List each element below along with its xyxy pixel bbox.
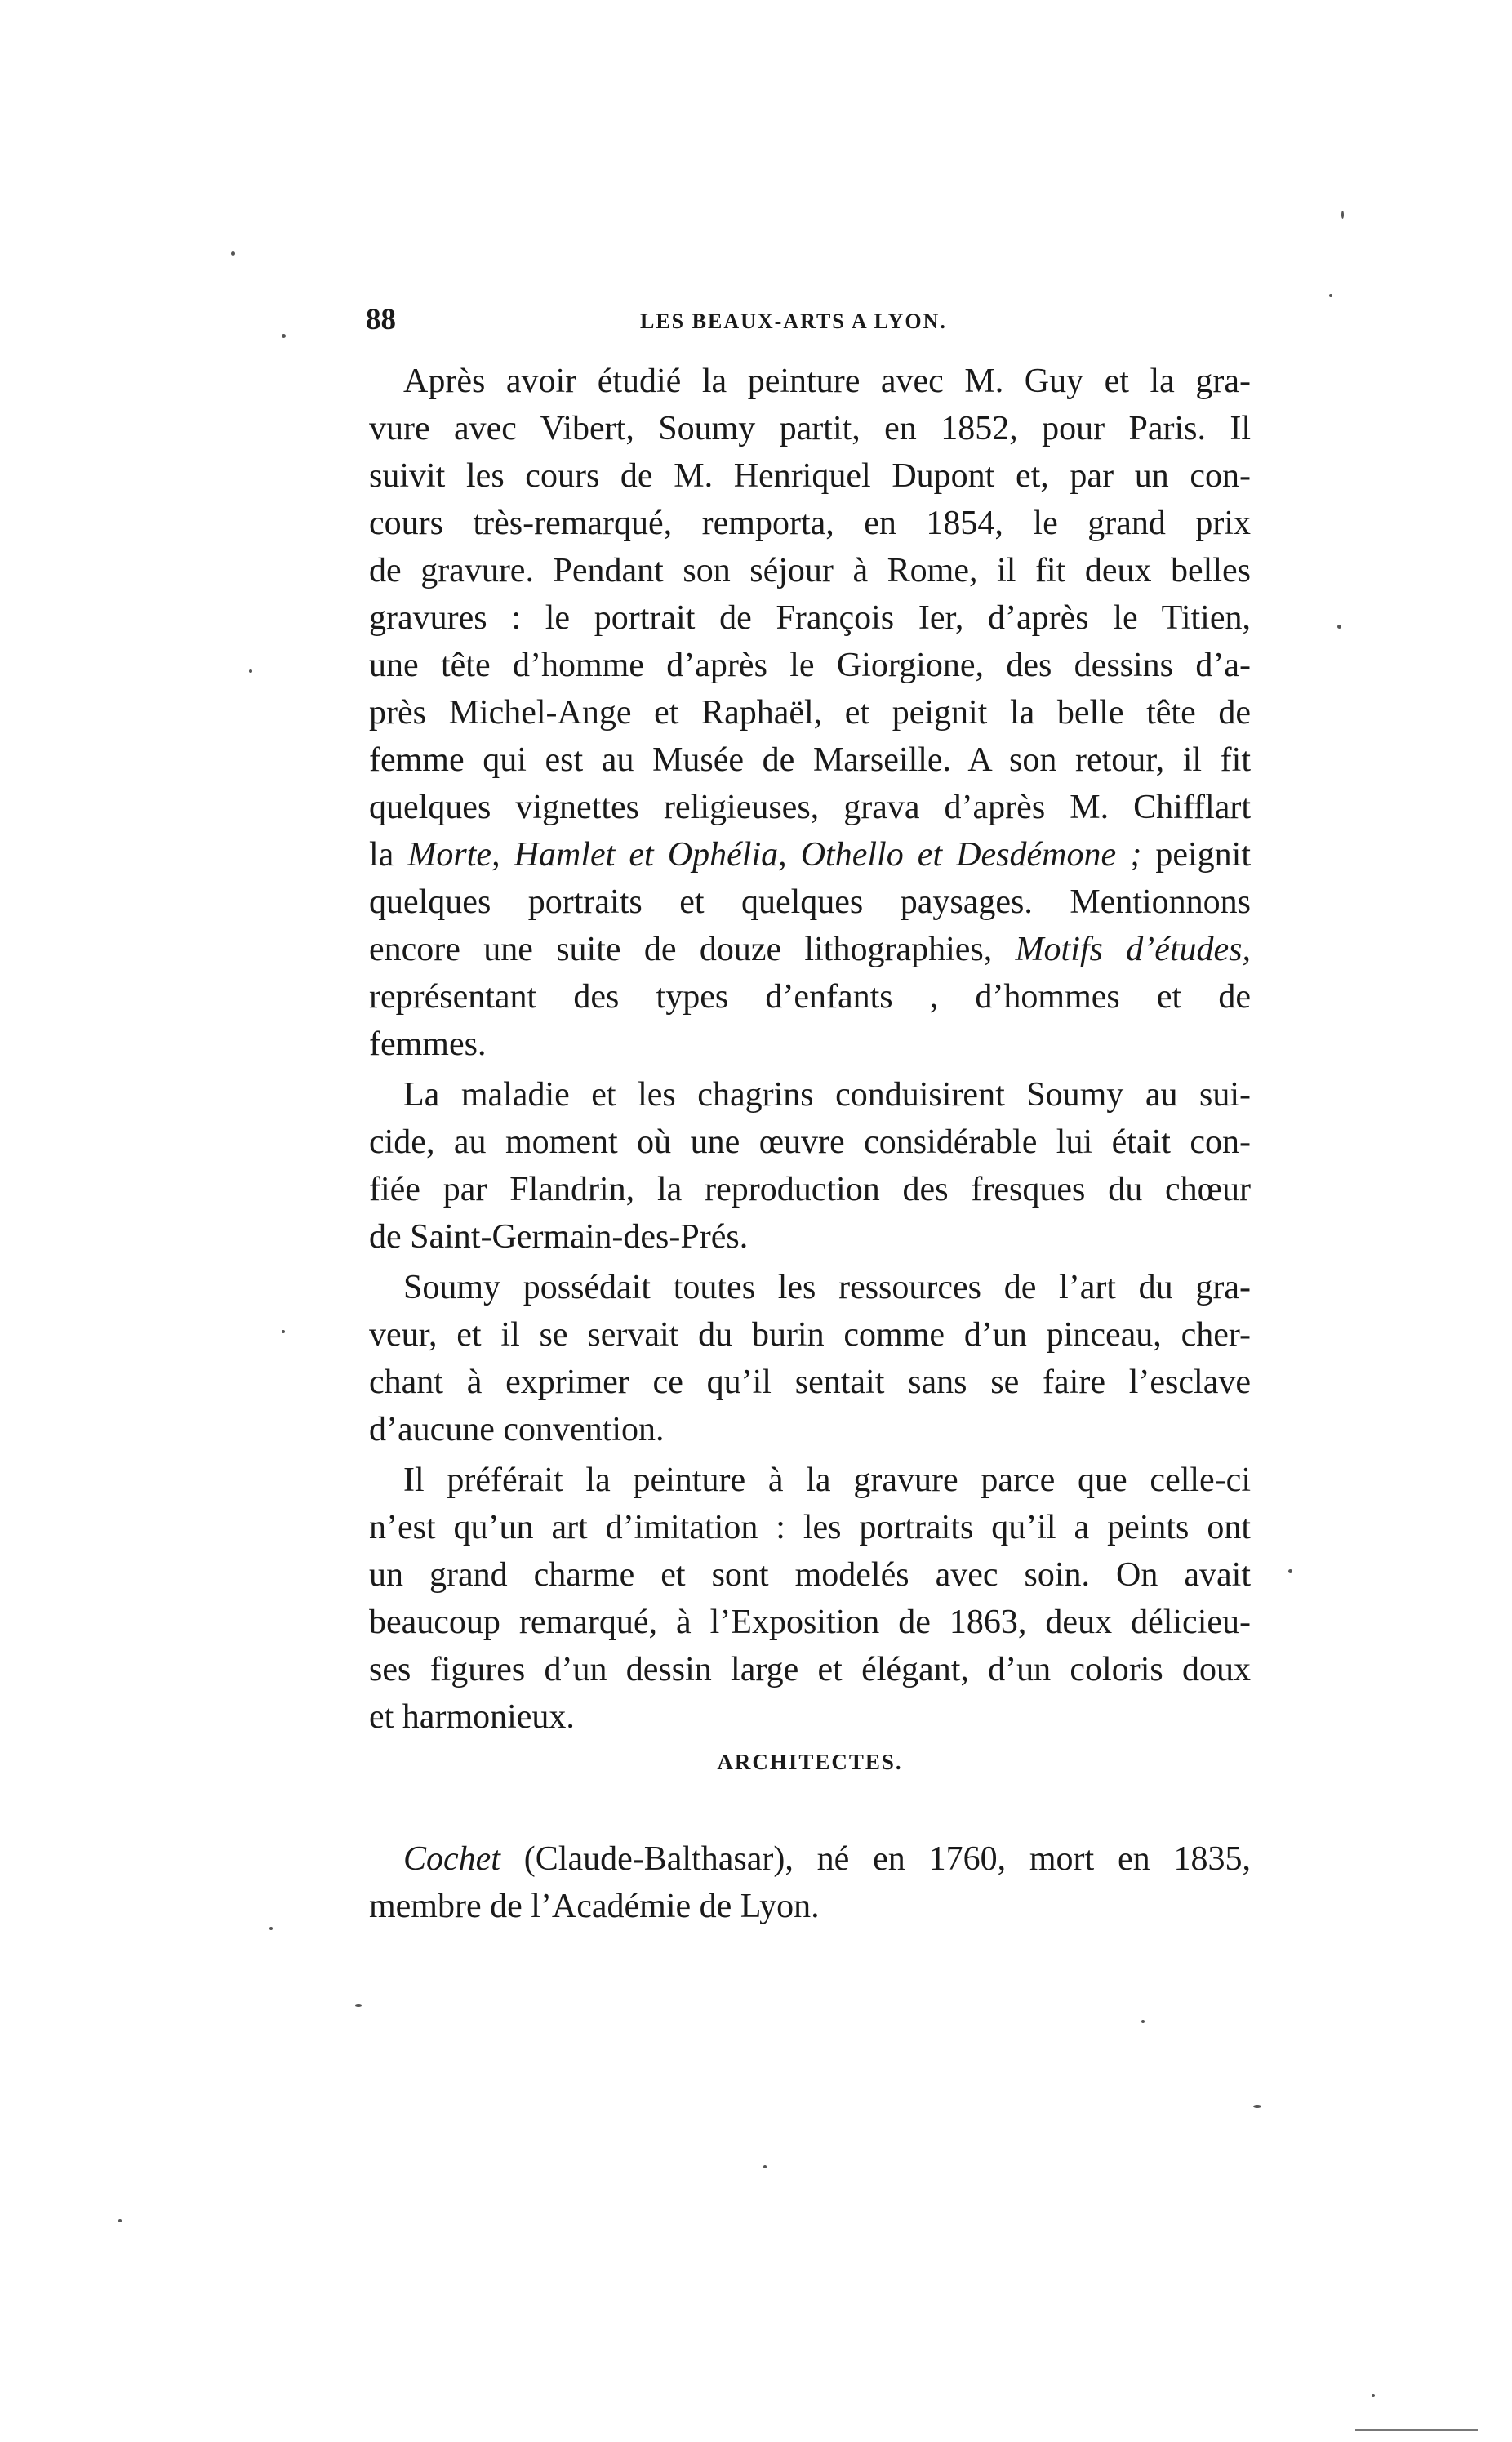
text-line: femme qui est au Musée de Marseille. A son retour, il fit	[369, 741, 1251, 779]
text-line: fiée par Flandrin, la reproduction des fresques du chœur	[369, 1171, 1251, 1208]
text-line: Après avoir étudié la peinture avec M. Guy et la gra-	[403, 363, 1251, 400]
text-run: peignit	[1141, 836, 1251, 874]
text-line	[369, 1835, 1251, 1883]
scan-speck	[282, 334, 286, 338]
scan-speck	[1253, 2105, 1261, 2108]
scan-speck	[355, 2004, 362, 2007]
scan-speck	[1288, 1569, 1292, 1573]
scan-speck	[269, 1927, 273, 1930]
text-line: cide, au moment où une œuvre considérable lui était con-	[369, 1123, 1251, 1161]
text-line: ses figures d’un dessin large et élégant, d’un coloris doux	[369, 1651, 1251, 1688]
text-line: Soumy possédait toutes les ressources de l’art du gra-	[403, 1269, 1251, 1306]
text-run: encore une suite de douze lithographies,	[369, 931, 1016, 968]
text-line: suivit les cours de M. Henriquel Dupont et, par un con-	[369, 457, 1251, 495]
page-header	[366, 302, 1247, 343]
running-head: LES BEAUX-ARTS A LYON.	[640, 309, 947, 333]
text-line: une tête d’homme d’après le Giorgione, des dessins d’a-	[369, 647, 1251, 684]
scan-speck	[282, 1330, 285, 1333]
text-line: veur, et il se servait du burin comme d’un pinceau, cher-	[369, 1316, 1251, 1354]
page-number: 88	[366, 303, 396, 336]
scan-speck	[1341, 211, 1344, 219]
scan-speck	[249, 669, 252, 673]
text-line: n’est qu’un art d’imitation : les portraits qu’il a peints ont	[369, 1509, 1251, 1546]
section-heading: ARCHITECTES.	[717, 1750, 903, 1774]
text-line: de gravure. Pendant son séjour à Rome, il fit deux belles	[369, 552, 1251, 589]
entry-name: Cochet	[403, 1840, 500, 1878]
scan-speck	[118, 2219, 122, 2222]
text-line: de Saint-Germain-des-Prés.	[369, 1218, 749, 1256]
italic-titles: Morte, Hamlet et Ophélia, Othello et Desdémone ;	[407, 836, 1142, 874]
text-line: membre de l’Académie de Lyon.	[369, 1888, 820, 1925]
scan-speck	[1372, 2394, 1375, 2397]
text-line: femmes.	[369, 1025, 487, 1063]
text-line: un grand charme et sont modelés avec soin. On avait	[369, 1556, 1251, 1594]
text-line: La maladie et les chagrins conduisirent Soumy au sui-	[403, 1076, 1251, 1114]
scan-speck	[1337, 625, 1341, 629]
text-line: d’aucune convention.	[369, 1411, 665, 1448]
scan-speck	[1141, 2020, 1145, 2023]
text-line: Il préférait la peinture à la gravure parce que celle-ci	[403, 1461, 1251, 1499]
text-line: représentant des types d’enfants , d’hommes et de	[369, 978, 1251, 1016]
scan-mark	[1355, 2429, 1478, 2431]
text-line: chant à exprimer ce qu’il sentait sans se faire l’esclave	[369, 1363, 1251, 1401]
text-line: beaucoup remarqué, à l’Exposition de 1863, deux délicieu-	[369, 1604, 1251, 1641]
text-line	[369, 831, 1251, 878]
text-run: la	[369, 836, 408, 874]
scan-speck	[763, 2165, 767, 2168]
text-line	[369, 926, 1251, 973]
text-line: gravures : le portrait de François Ier, d’après le Titien,	[369, 599, 1251, 637]
text-line: cours très-remarqué, remporta, en 1854, le grand prix	[369, 505, 1251, 542]
text-line: et harmonieux.	[369, 1698, 575, 1736]
text-line: vure avec Vibert, Soumy partit, en 1852, pour Paris. Il	[369, 410, 1251, 447]
italic-title: Motifs d’études,	[1015, 931, 1252, 968]
text-line: quelques portraits et quelques paysages. Mentionnons	[369, 883, 1251, 921]
text-line: près Michel-Ange et Raphaël, et peignit la belle tête de	[369, 694, 1251, 732]
scan-speck	[1329, 294, 1332, 297]
text-run: (Claude-Balthasar), né en 1760, mort en 1835,	[500, 1840, 1251, 1878]
text-line: quelques vignettes religieuses, grava d’après M. Chifflart	[369, 789, 1251, 826]
scan-speck	[231, 251, 235, 256]
